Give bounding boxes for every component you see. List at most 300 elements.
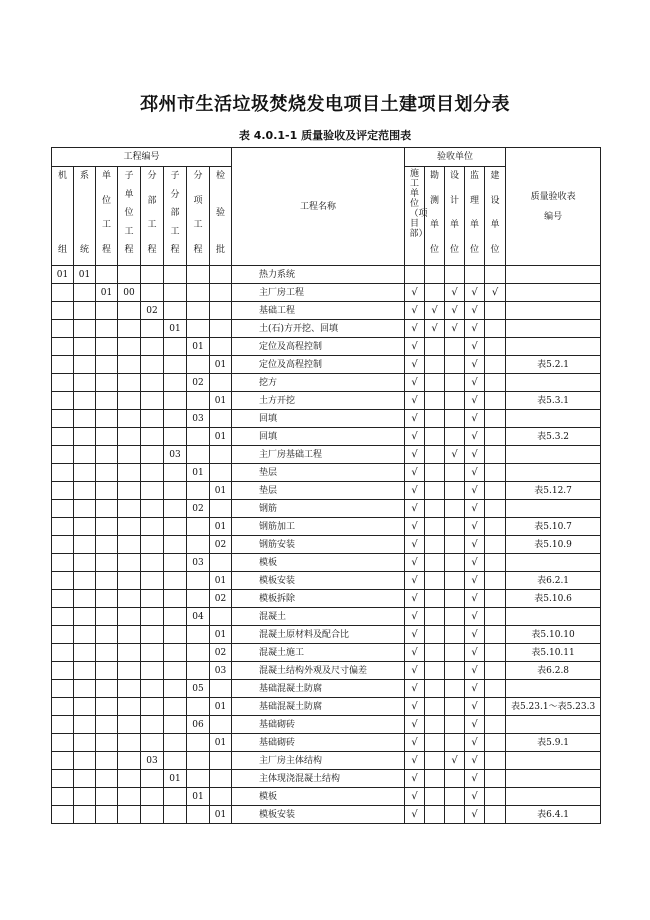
check-mark-cell (425, 752, 445, 770)
header-char: 工 (101, 220, 111, 231)
table-row (52, 752, 601, 770)
code-cell: 01 (52, 266, 74, 284)
code-cell (164, 500, 187, 518)
check-mark-cell (425, 464, 445, 482)
header-char: 程 (147, 244, 157, 255)
code-cell (52, 410, 74, 428)
check-mark-cell: √ (405, 752, 425, 770)
code-cell (118, 338, 141, 356)
code-cell (118, 572, 141, 590)
check-mark-cell: √ (405, 536, 425, 554)
check-mark-cell: √ (465, 536, 485, 554)
code-cell (164, 284, 187, 302)
check-mark-cell (465, 266, 485, 284)
header-char: 组 (57, 245, 67, 255)
check-mark-cell: √ (405, 464, 425, 482)
project-name-cell: 基础混凝土防腐 (232, 698, 405, 716)
header-col-system (74, 167, 96, 266)
code-cell (118, 788, 141, 806)
check-mark-cell: √ (405, 302, 425, 320)
header-char: 批 (216, 245, 226, 255)
code-cell (118, 410, 141, 428)
code-cell (96, 428, 118, 446)
check-mark-cell: √ (465, 446, 485, 464)
code-cell (74, 392, 96, 410)
table-row (52, 374, 601, 392)
check-mark-cell (425, 698, 445, 716)
code-cell (164, 392, 187, 410)
code-cell (52, 392, 74, 410)
check-mark-cell: √ (465, 806, 485, 824)
project-name-cell: 基础混凝土防腐 (232, 680, 405, 698)
check-mark-cell (485, 410, 506, 428)
table-row (52, 392, 601, 410)
check-mark-cell: √ (405, 788, 425, 806)
code-cell (96, 536, 118, 554)
code-cell (74, 626, 96, 644)
code-cell: 01 (187, 788, 210, 806)
code-cell (74, 806, 96, 824)
code-cell (164, 626, 187, 644)
check-mark-cell: √ (405, 338, 425, 356)
code-cell (74, 374, 96, 392)
code-cell (141, 518, 164, 536)
project-name-cell: 混凝土原材料及配合比 (232, 626, 405, 644)
code-cell (210, 788, 232, 806)
check-mark-cell (485, 788, 506, 806)
header-char: 工 (170, 226, 180, 237)
code-cell (74, 698, 96, 716)
code-cell (96, 608, 118, 626)
code-cell: 02 (187, 374, 210, 392)
form-number-cell (506, 338, 601, 356)
form-number-cell: 表5.10.6 (506, 590, 601, 608)
code-cell (74, 338, 96, 356)
check-mark-cell (485, 500, 506, 518)
check-mark-cell (485, 266, 506, 284)
check-mark-cell: √ (465, 500, 485, 518)
project-name-cell: 垫层 (232, 464, 405, 482)
check-mark-cell (445, 716, 465, 734)
check-mark-cell: √ (405, 374, 425, 392)
check-mark-cell (445, 518, 465, 536)
check-mark-cell: √ (465, 392, 485, 410)
project-name-cell: 主体现浇混凝土结构 (232, 770, 405, 788)
code-cell (164, 662, 187, 680)
code-cell (164, 554, 187, 572)
code-cell (164, 338, 187, 356)
code-cell (118, 320, 141, 338)
check-mark-cell (425, 338, 445, 356)
check-mark-cell (425, 644, 445, 662)
check-mark-cell (425, 428, 445, 446)
code-cell (118, 698, 141, 716)
code-cell (187, 428, 210, 446)
code-cell (96, 392, 118, 410)
code-cell (52, 626, 74, 644)
code-cell (74, 302, 96, 320)
code-cell: 02 (210, 536, 232, 554)
code-cell (164, 302, 187, 320)
code-cell: 03 (187, 410, 210, 428)
code-cell: 01 (164, 320, 187, 338)
code-cell: 01 (187, 464, 210, 482)
code-cell (52, 356, 74, 374)
table-header (52, 148, 601, 266)
header-col-unit-group (52, 167, 74, 266)
check-mark-cell (445, 806, 465, 824)
code-cell (74, 500, 96, 518)
check-mark-cell: √ (405, 644, 425, 662)
header-char: 位 (470, 244, 480, 255)
code-cell (96, 446, 118, 464)
header-col-sub-unit-project (118, 167, 141, 266)
project-name-cell: 主厂房基础工程 (232, 446, 405, 464)
header-char: 分 (193, 171, 203, 181)
quality-acceptance-table (51, 147, 601, 824)
header-char: 勘 (430, 171, 440, 181)
code-cell (74, 716, 96, 734)
check-mark-cell: √ (465, 626, 485, 644)
header-char: 测 (430, 195, 440, 206)
form-number-cell (506, 320, 601, 338)
form-number-cell (506, 446, 601, 464)
code-cell: 03 (141, 752, 164, 770)
code-cell: 01 (210, 698, 232, 716)
check-mark-cell: √ (405, 770, 425, 788)
check-mark-cell: √ (405, 320, 425, 338)
check-mark-cell: √ (465, 410, 485, 428)
check-mark-cell: √ (465, 788, 485, 806)
project-name-cell: 模板安装 (232, 806, 405, 824)
check-mark-cell (445, 374, 465, 392)
header-form-line1: 质量验收表 (530, 191, 576, 202)
header-col-supervision-unit (465, 167, 485, 266)
check-mark-cell: √ (425, 302, 445, 320)
code-cell: 03 (164, 446, 187, 464)
check-mark-cell: √ (405, 716, 425, 734)
code-cell (74, 446, 96, 464)
check-mark-cell (485, 608, 506, 626)
code-cell (164, 680, 187, 698)
check-mark-cell (425, 500, 445, 518)
header-col-inspection-lot (210, 167, 232, 266)
code-cell (141, 572, 164, 590)
check-mark-cell: √ (405, 806, 425, 824)
code-cell (96, 554, 118, 572)
code-cell (210, 410, 232, 428)
header-char: 单 (430, 220, 440, 231)
check-mark-cell (425, 788, 445, 806)
check-mark-cell (485, 356, 506, 374)
check-mark-cell (445, 734, 465, 752)
code-cell (118, 536, 141, 554)
check-mark-cell (485, 644, 506, 662)
code-cell (96, 806, 118, 824)
form-number-cell (506, 410, 601, 428)
code-cell (187, 284, 210, 302)
check-mark-cell (425, 518, 445, 536)
check-mark-cell: √ (425, 320, 445, 338)
header-char: 工 (193, 220, 203, 231)
check-mark-cell: √ (465, 644, 485, 662)
code-cell (74, 320, 96, 338)
check-mark-cell (425, 536, 445, 554)
project-name-cell: 混凝土施工 (232, 644, 405, 662)
header-col-sub-division-project (164, 167, 187, 266)
code-cell (141, 320, 164, 338)
check-mark-cell: √ (465, 464, 485, 482)
table-row (52, 536, 601, 554)
document-title: 邳州市生活垃圾焚烧发电项目土建项目划分表 (140, 94, 510, 115)
code-cell (164, 698, 187, 716)
code-cell (74, 608, 96, 626)
check-mark-cell: √ (465, 590, 485, 608)
header-char: 检 (216, 171, 226, 181)
check-mark-cell: √ (445, 302, 465, 320)
table-row (52, 356, 601, 374)
header-char: 监 (470, 171, 480, 181)
code-cell (74, 428, 96, 446)
code-cell (141, 554, 164, 572)
code-cell (96, 482, 118, 500)
form-number-cell (506, 752, 601, 770)
code-cell (74, 590, 96, 608)
code-cell (118, 680, 141, 698)
code-cell (52, 572, 74, 590)
check-mark-cell (485, 662, 506, 680)
code-cell (96, 770, 118, 788)
code-cell (96, 590, 118, 608)
code-cell (164, 644, 187, 662)
header-char: 建 (490, 171, 500, 181)
code-cell (141, 806, 164, 824)
code-cell (164, 464, 187, 482)
code-cell (96, 374, 118, 392)
code-cell (187, 734, 210, 752)
code-cell (118, 662, 141, 680)
check-mark-cell (445, 536, 465, 554)
code-cell (74, 662, 96, 680)
header-char: 设 (490, 195, 500, 206)
code-cell (96, 662, 118, 680)
check-mark-cell (485, 338, 506, 356)
project-name-cell: 基础工程 (232, 302, 405, 320)
check-mark-cell: √ (405, 680, 425, 698)
code-cell (52, 680, 74, 698)
form-number-cell: 表5.3.1 (506, 392, 601, 410)
code-cell (52, 518, 74, 536)
code-cell (141, 626, 164, 644)
code-cell: 00 (118, 284, 141, 302)
code-cell (164, 266, 187, 284)
code-cell (141, 356, 164, 374)
check-mark-cell (425, 734, 445, 752)
code-cell (74, 680, 96, 698)
code-cell (96, 752, 118, 770)
form-number-cell (506, 374, 601, 392)
form-number-cell (506, 788, 601, 806)
header-form-number (506, 148, 601, 266)
check-mark-cell (485, 392, 506, 410)
check-mark-cell (485, 482, 506, 500)
check-mark-cell: √ (465, 284, 485, 302)
check-mark-cell: √ (485, 284, 506, 302)
code-cell (96, 320, 118, 338)
code-cell: 01 (187, 338, 210, 356)
form-number-cell: 表5.2.1 (506, 356, 601, 374)
check-mark-cell (425, 266, 445, 284)
project-name-cell: 基础砌砖 (232, 716, 405, 734)
code-cell (164, 806, 187, 824)
check-mark-cell (445, 356, 465, 374)
code-cell (96, 338, 118, 356)
check-mark-cell: √ (405, 590, 425, 608)
code-cell (210, 284, 232, 302)
code-cell (118, 554, 141, 572)
header-char: 系 (79, 171, 89, 181)
header-char: 施工单位（项目部） (409, 169, 428, 239)
code-cell (187, 590, 210, 608)
code-cell (118, 500, 141, 518)
code-cell (52, 590, 74, 608)
code-cell (141, 482, 164, 500)
check-mark-cell: √ (465, 428, 485, 446)
code-cell (164, 374, 187, 392)
code-cell (164, 410, 187, 428)
code-cell (118, 446, 141, 464)
table-row (52, 284, 601, 302)
check-mark-cell: √ (465, 734, 485, 752)
code-cell (210, 446, 232, 464)
check-mark-cell: √ (465, 680, 485, 698)
header-col-design-unit (445, 167, 465, 266)
header-char: 项 (193, 195, 203, 206)
code-cell (74, 770, 96, 788)
form-number-cell (506, 680, 601, 698)
check-mark-cell: √ (405, 518, 425, 536)
code-cell (52, 644, 74, 662)
header-form-line2: 编号 (544, 211, 563, 222)
check-mark-cell (485, 302, 506, 320)
table-row (52, 266, 601, 284)
form-number-cell: 表5.9.1 (506, 734, 601, 752)
project-name-cell: 定位及高程控制 (232, 338, 405, 356)
header-acceptance-units: 验收单位 (405, 148, 506, 167)
check-mark-cell: √ (405, 662, 425, 680)
header-char: 单 (101, 171, 111, 181)
form-number-cell (506, 770, 601, 788)
header-project-name: 工程名称 (232, 148, 405, 266)
check-mark-cell: √ (405, 356, 425, 374)
form-number-cell: 表6.2.8 (506, 662, 601, 680)
check-mark-cell (425, 716, 445, 734)
project-name-cell: 土方开挖 (232, 392, 405, 410)
form-number-cell (506, 464, 601, 482)
check-mark-cell: √ (405, 734, 425, 752)
code-cell (52, 464, 74, 482)
check-mark-cell (485, 806, 506, 824)
project-name-cell: 主厂房主体结构 (232, 752, 405, 770)
header-char: 位 (490, 244, 500, 255)
code-cell (118, 428, 141, 446)
code-cell (52, 338, 74, 356)
code-cell (187, 644, 210, 662)
code-cell (96, 356, 118, 374)
code-cell: 01 (210, 392, 232, 410)
code-cell (52, 302, 74, 320)
check-mark-cell (425, 392, 445, 410)
check-mark-cell: √ (405, 500, 425, 518)
header-char: 分 (170, 189, 180, 200)
code-cell (210, 554, 232, 572)
check-mark-cell (445, 590, 465, 608)
check-mark-cell (445, 392, 465, 410)
form-number-cell (506, 716, 601, 734)
table-row (52, 716, 601, 734)
code-cell (52, 446, 74, 464)
check-mark-cell (445, 500, 465, 518)
header-char: 位 (101, 195, 111, 206)
table-row (52, 644, 601, 662)
check-mark-cell (425, 446, 445, 464)
check-mark-cell (445, 554, 465, 572)
code-cell (52, 428, 74, 446)
check-mark-cell (445, 464, 465, 482)
code-cell (187, 770, 210, 788)
check-mark-cell (445, 266, 465, 284)
check-mark-cell (445, 770, 465, 788)
header-project-code: 工程编号 (52, 148, 232, 167)
check-mark-cell (485, 518, 506, 536)
code-cell (96, 680, 118, 698)
check-mark-cell: √ (465, 770, 485, 788)
code-cell (141, 680, 164, 698)
code-cell (74, 644, 96, 662)
code-cell (118, 770, 141, 788)
header-col-division-project (141, 167, 164, 266)
code-cell (187, 662, 210, 680)
code-cell (118, 734, 141, 752)
check-mark-cell: √ (465, 572, 485, 590)
check-mark-cell: √ (465, 374, 485, 392)
header-char: 统 (79, 245, 89, 255)
code-cell (52, 500, 74, 518)
check-mark-cell: √ (405, 428, 425, 446)
header-char: 程 (124, 245, 134, 255)
code-cell (74, 554, 96, 572)
code-cell (74, 572, 96, 590)
table-row (52, 734, 601, 752)
header-char: 验 (216, 208, 226, 218)
check-mark-cell: √ (405, 698, 425, 716)
code-cell (210, 338, 232, 356)
table-body (52, 266, 601, 824)
code-cell (164, 572, 187, 590)
code-cell (118, 266, 141, 284)
code-cell (210, 608, 232, 626)
code-cell (187, 806, 210, 824)
code-cell (74, 284, 96, 302)
check-mark-cell (445, 680, 465, 698)
check-mark-cell: √ (405, 626, 425, 644)
check-mark-cell: √ (465, 302, 485, 320)
check-mark-cell: √ (465, 320, 485, 338)
check-mark-cell (485, 680, 506, 698)
form-number-cell: 表5.10.9 (506, 536, 601, 554)
code-cell (118, 374, 141, 392)
code-cell (210, 464, 232, 482)
